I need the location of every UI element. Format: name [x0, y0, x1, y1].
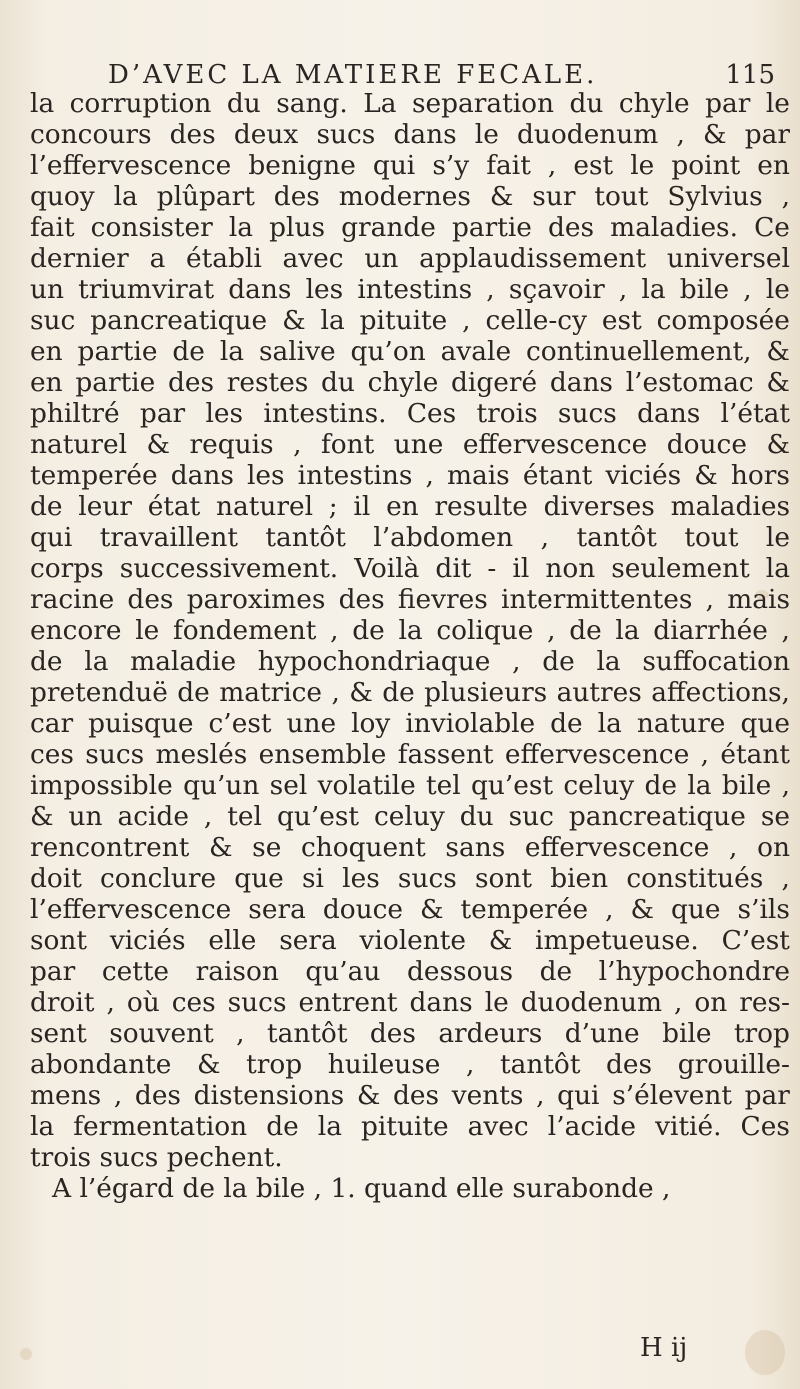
foxing-stain — [745, 1330, 785, 1375]
body-text — [30, 88, 790, 1204]
text-line: la fermentation de la pituite avec l’acide vitié. Ces — [30, 1111, 790, 1142]
text-line: un triumvirat dans les intestins , sçavoir , la bile , le — [30, 274, 790, 305]
text-line: par cette raison qu’au dessous de l’hypochondre — [30, 956, 790, 987]
text-line: pretenduë de matrice , & de plusieurs autres affections, — [30, 677, 790, 708]
text-line: temperée dans les intestins , mais étant viciés & hors — [30, 460, 790, 491]
text-line: abondante & trop huileuse , tantôt des grouille- — [30, 1049, 790, 1080]
text-line: corps successivement. Voilà dit - il non seulement la — [30, 553, 790, 584]
signature-mark: H ij — [640, 1333, 688, 1363]
text-line: de la maladie hypochondriaque , de la suffocation — [30, 646, 790, 677]
text-line: impossible qu’un sel volatile tel qu’est celuy de la bile , — [30, 770, 790, 801]
text-line: l’effervescence benigne qui s’y fait , est le point en — [30, 150, 790, 181]
text-line: en partie de la salive qu’on avale continuellement, & — [30, 336, 790, 367]
text-line: rencontrent & se choquent sans effervescence , on — [30, 832, 790, 863]
text-line: mens , des distensions & des vents , qui s’élevent par — [30, 1080, 790, 1111]
text-line: quoy la plûpart des modernes & sur tout Sylvius , — [30, 181, 790, 212]
text-line: concours des deux sucs dans le duodenum , & par — [30, 119, 790, 150]
text-line: A l’égard de la bile , 1. quand elle surabonde , — [52, 1173, 671, 1204]
text-line: & un acide , tel qu’est celuy du suc pancreatique se — [30, 801, 790, 832]
text-line: racine des paroximes des fievres intermittentes , mais — [30, 584, 790, 615]
text-line: dernier a établi avec un applaudissement universel — [30, 243, 790, 274]
foxing-stain — [20, 1348, 32, 1360]
text-line: trois sucs pechent. — [30, 1142, 283, 1173]
text-line: droit , où ces sucs entrent dans le duodenum , on res- — [30, 987, 790, 1018]
text-line: fait consister la plus grande partie des maladies. Ce — [30, 212, 790, 243]
text-line: philtré par les intestins. Ces trois sucs dans l’état — [30, 398, 790, 429]
text-line: la corruption du sang. La separation du chyle par le — [30, 88, 790, 119]
text-line: naturel & requis , font une effervescence douce & — [30, 429, 790, 460]
page-number: 115 — [725, 60, 775, 90]
text-line: sont viciés elle sera violente & impetueuse. C’est — [30, 925, 790, 956]
text-line: encore le fondement , de la colique , de la diarrhée , — [30, 615, 790, 646]
text-line: sent souvent , tantôt des ardeurs d’une bile trop — [30, 1018, 790, 1049]
running-title: D’AVEC LA MATIERE FECALE. — [108, 60, 598, 90]
text-line: en partie des restes du chyle digeré dans l’estomac & — [30, 367, 790, 398]
text-line: doit conclure que si les sucs sont bien constitués , — [30, 863, 790, 894]
text-line: de leur état naturel ; il en resulte diverses maladies — [30, 491, 790, 522]
text-line: qui travaillent tantôt l’abdomen , tantôt tout le — [30, 522, 790, 553]
text-line: car puisque c’est une loy inviolable de la nature que — [30, 708, 790, 739]
text-line: l’effervescence sera douce & temperée , & que s’ils — [30, 894, 790, 925]
text-line: ces sucs meslés ensemble fassent effervescence , étant — [30, 739, 790, 770]
text-line: suc pancreatique & la pituite , celle-cy est composée — [30, 305, 790, 336]
